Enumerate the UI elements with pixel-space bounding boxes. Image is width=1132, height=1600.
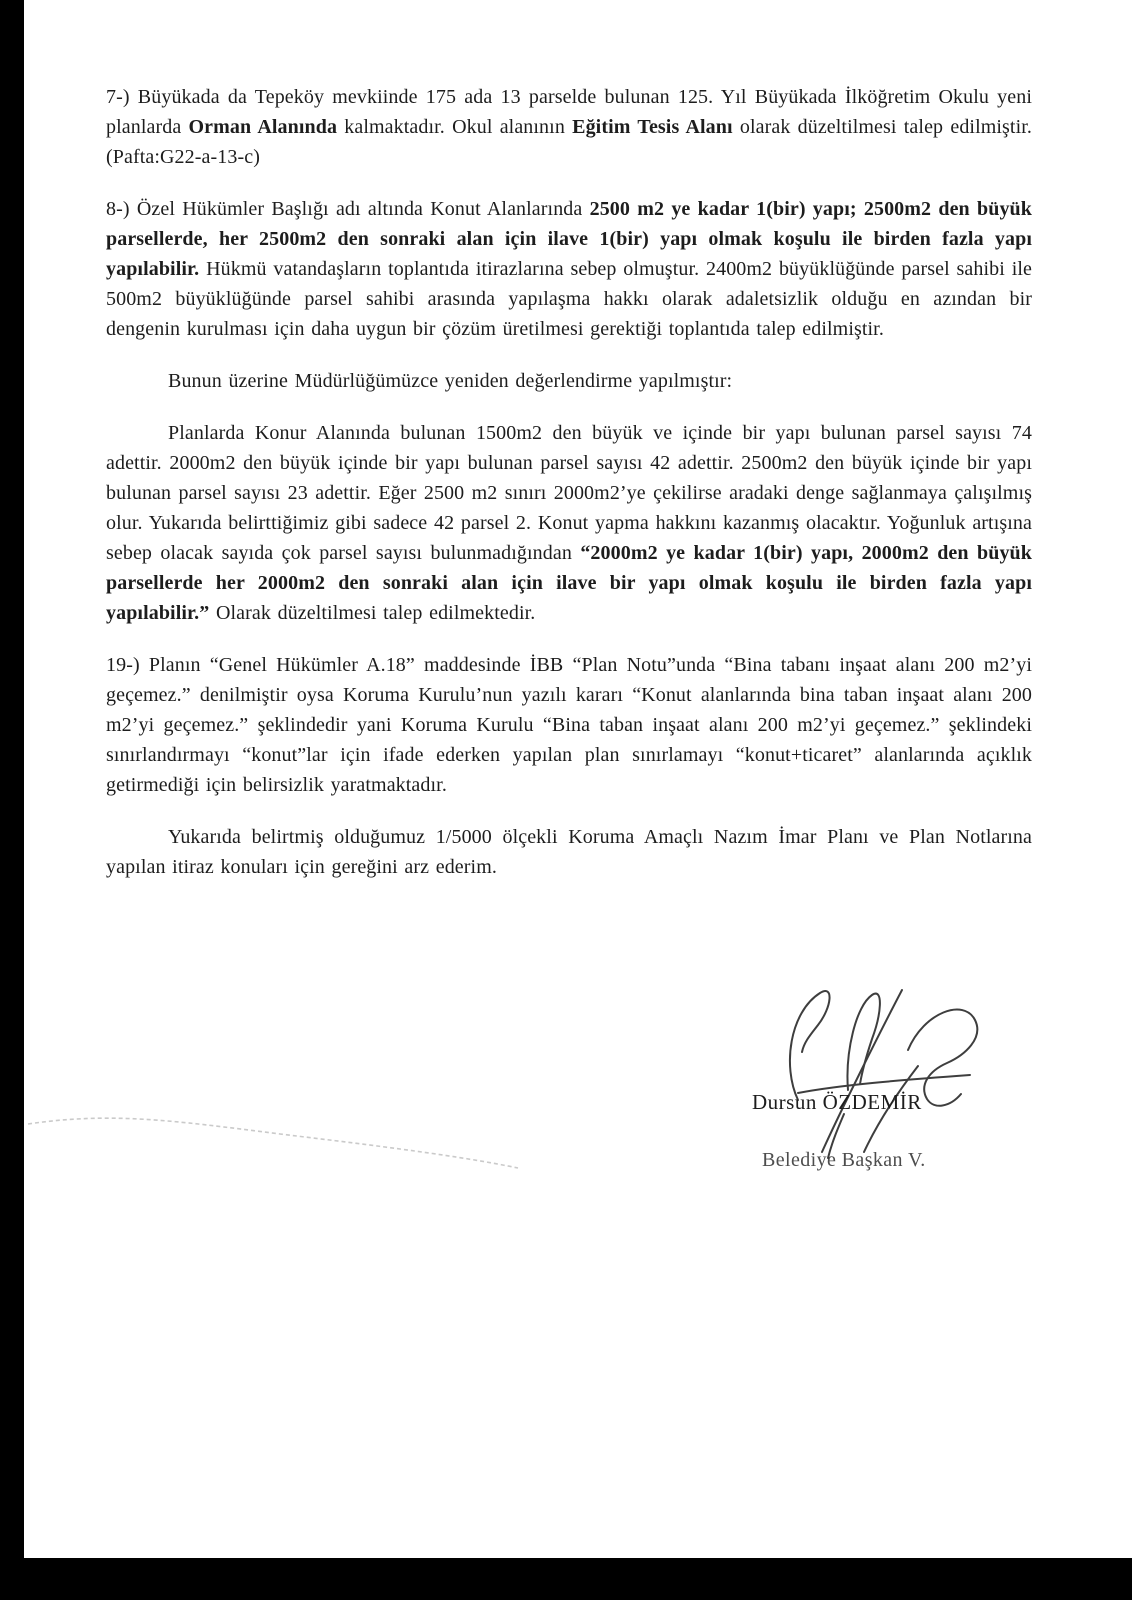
scan-edge-left-bar bbox=[0, 0, 24, 1600]
pencil-line bbox=[0, 1100, 560, 1180]
paragraph-closing-text-run: Yukarıda belirtmiş olduğumuz 1/5000 ölçekli Koruma Amaçlı Nazım İmar Planı ve Plan Notlarına yapılan itiraz konuları için gereğini arz ederim. bbox=[106, 826, 1032, 878]
paragraph-closing bbox=[106, 822, 1032, 882]
paragraph-degerlendirme bbox=[106, 366, 1032, 396]
paragraph-degerlendirme-text-run: Bunun üzerine Müdürlüğümüzce yeniden değerlendirme yapılmıştır: bbox=[168, 370, 733, 392]
paragraph-planlarda-text-run: Olarak düzeltilmesi talep edilmektedir. bbox=[209, 602, 536, 624]
paragraph-planlarda-bold-run: “2000m2 ye kadar 1(bir) yapı, 2000m2 den büyük parsellerde her 2000m2 den sonraki alan için ilave bir yapı olmak koşulu ile birden fazla yapı yapılabilir.” bbox=[106, 542, 1032, 624]
paragraph-7-text-run: kalmaktadır. Okul alanının bbox=[337, 116, 573, 138]
paragraph-7-text-run: 7-) Büyükada da Tepeköy mevkiinde 175 ada 13 parselde bulunan 125. Yıl Büyükada İlköğretim Okulu yeni planlarda bbox=[106, 86, 1032, 138]
signature-name: Dursun ÖZDEMİR bbox=[752, 1090, 922, 1114]
paragraph-7-bold-run: Orman Alanında bbox=[188, 116, 338, 138]
paragraph-7 bbox=[106, 82, 1032, 172]
paragraph-7-text-run: olarak düzeltilmesi talep edilmiştir. (Pafta:G22-a-13-c) bbox=[106, 116, 1033, 168]
paragraph-8-text-run: 8-) Özel Hükümler Başlığı adı altında Konut Alanlarında bbox=[106, 198, 590, 220]
paragraph-8 bbox=[106, 194, 1032, 344]
paragraph-8-text-run: Hükmü vatandaşların toplantıda itirazlarına sebep olmuştur. 2400m2 büyüklüğünde parsel sahibi ile 500m2 büyüklüğünde parsel sahibi arasında yapılaşma hakkı olarak adaletsizlik olduğu en azından bir dengenin kurulması için daha uygun bir çözüm üretilmesi gerektiği toplantıda talep edilmiştir. bbox=[106, 258, 1032, 340]
paragraph-7-bold-run: Eğitim Tesis Alanı bbox=[572, 116, 733, 138]
paragraph-19-text-run: 19-) Planın “Genel Hükümler A.18” maddesinde İBB “Plan Notu”unda “Bina tabanı inşaat alanı 200 m2’yi geçemez.” denilmiştir oysa Koruma Kurulu’nun yazılı kararı “Konut alanlarında bina taban inşaat alanı 200 m2’yi geçemez.” şeklindedir yani Koruma Kurulu “Bina taban inşaat alanı 200 m2’yi geçemez.” şeklindeki sınırlandırmayı “konut”lar için ifade ederken yapılan plan sınırlamayı “konut+ticaret” alanlarında açıklık getirmediği için belirsizlik yaratmaktadır. bbox=[106, 654, 1032, 796]
paragraph-planlarda bbox=[106, 418, 1032, 628]
paragraph-19 bbox=[106, 650, 1032, 800]
document-body bbox=[106, 82, 1032, 904]
paragraph-8-bold-run: 2500 m2 ye kadar 1(bir) yapı; 2500m2 den büyük parsellerde, her 2500m2 den sonraki alan için ilave 1(bir) yapı olmak koşulu ile birden fazla yapı yapılabilir. bbox=[106, 198, 1032, 280]
signature-title: Belediye Başkan V. bbox=[762, 1149, 926, 1171]
paragraph-planlarda-text-run: Planlarda Konur Alanında bulunan 1500m2 den büyük ve içinde bir yapı bulunan parsel sayısı 74 adettir. 2000m2 den büyük içinde bir yapı bulunan parsel sayısı 42 adettir. 2500m2 den büyük içinde bir yapı bulunan parsel sayısı 23 adettir. Eğer 2500 m2 sınırı 2000m2’ye çekilirse aradaki denge sağlanmaya çalışılmış olur. Yukarıda belirttiğimiz gibi sadece 42 parsel 2. Konut yapma hakkını kazanmış olacaktır. Yoğunluk artışına sebep olacak sayıda çok parsel sayısı bulunmadığından bbox=[106, 422, 1032, 564]
signature-scribble bbox=[768, 980, 1003, 1170]
scan-edge-bottom-bar bbox=[0, 1558, 1132, 1600]
